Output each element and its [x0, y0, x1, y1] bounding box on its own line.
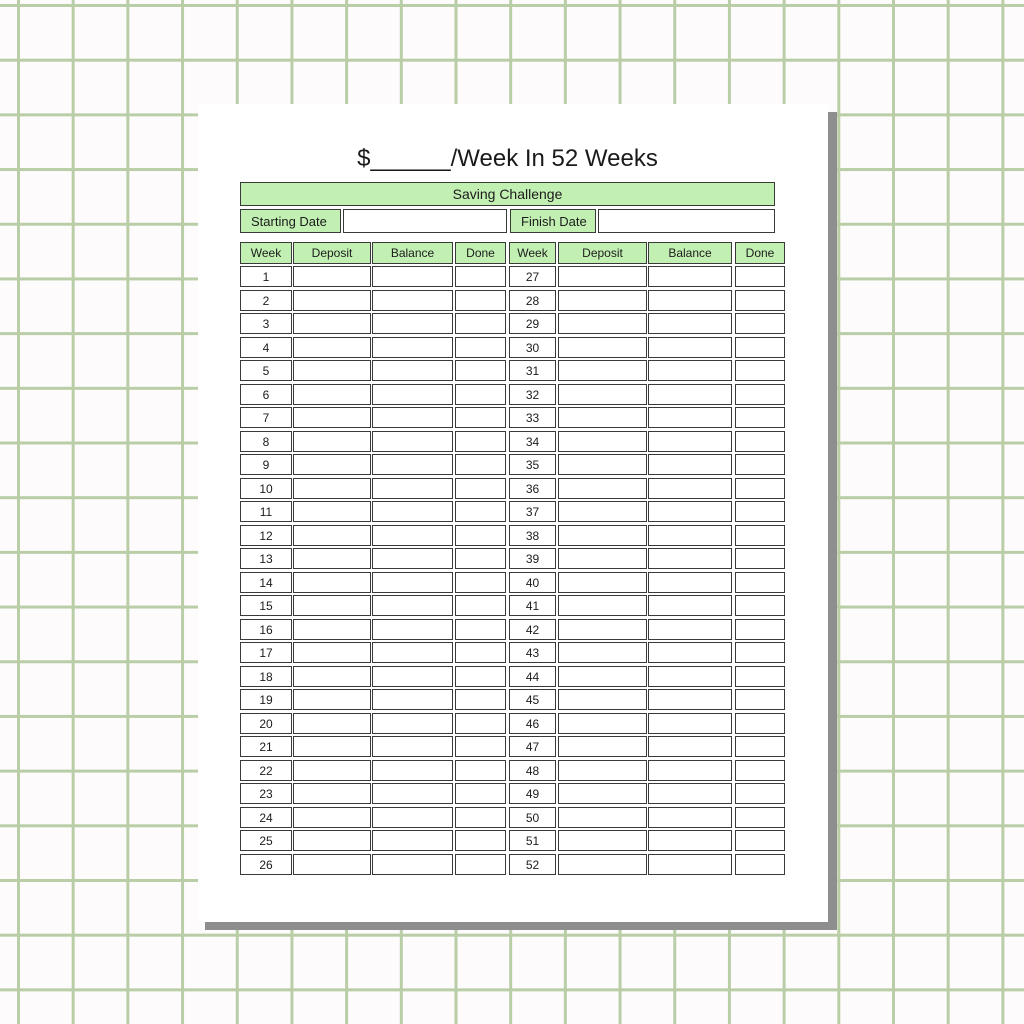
done-cell[interactable]: [455, 337, 506, 358]
done-cell[interactable]: [735, 454, 785, 475]
week-number: 22: [240, 760, 292, 781]
done-cell[interactable]: [455, 572, 506, 593]
balance-cell[interactable]: [372, 713, 453, 734]
done-cell[interactable]: [455, 548, 506, 569]
balance-cell[interactable]: [372, 525, 453, 546]
column-header-deposit: Deposit: [558, 242, 647, 264]
starting-date-field[interactable]: [343, 209, 507, 233]
balance-cell[interactable]: [648, 431, 732, 452]
week-number: 26: [240, 854, 292, 875]
column-header-deposit: Deposit: [293, 242, 371, 264]
deposit-cell[interactable]: [293, 713, 371, 734]
column-header-week: Week: [240, 242, 292, 264]
deposit-cell[interactable]: [558, 666, 647, 687]
week-number: 15: [240, 595, 292, 616]
balance-cell[interactable]: [372, 736, 453, 757]
balance-cell[interactable]: [372, 854, 453, 875]
done-cell[interactable]: [735, 619, 785, 640]
deposit-cell[interactable]: [558, 454, 647, 475]
week-number: 14: [240, 572, 292, 593]
done-cell[interactable]: [735, 525, 785, 546]
balance-cell[interactable]: [372, 595, 453, 616]
deposit-cell[interactable]: [558, 595, 647, 616]
deposit-cell[interactable]: [293, 595, 371, 616]
done-cell[interactable]: [455, 595, 506, 616]
deposit-cell[interactable]: [293, 807, 371, 828]
balance-cell[interactable]: [372, 313, 453, 334]
done-cell[interactable]: [455, 713, 506, 734]
deposit-cell[interactable]: [558, 713, 647, 734]
deposit-cell[interactable]: [293, 431, 371, 452]
deposit-cell[interactable]: [558, 736, 647, 757]
balance-cell[interactable]: [648, 525, 732, 546]
week-number: 2: [240, 290, 292, 311]
balance-cell[interactable]: [372, 290, 453, 311]
balance-cell[interactable]: [648, 360, 732, 381]
deposit-cell[interactable]: [558, 407, 647, 428]
deposit-cell[interactable]: [558, 854, 647, 875]
week-number: 29: [509, 313, 556, 334]
balance-cell[interactable]: [648, 478, 732, 499]
balance-cell[interactable]: [648, 407, 732, 428]
balance-cell[interactable]: [648, 619, 732, 640]
week-number: 39: [509, 548, 556, 569]
done-cell[interactable]: [455, 313, 506, 334]
deposit-cell[interactable]: [293, 689, 371, 710]
done-cell[interactable]: [455, 807, 506, 828]
done-cell[interactable]: [735, 407, 785, 428]
done-cell[interactable]: [735, 642, 785, 663]
balance-cell[interactable]: [372, 454, 453, 475]
done-cell[interactable]: [455, 454, 506, 475]
week-number: 6: [240, 384, 292, 405]
done-cell[interactable]: [735, 854, 785, 875]
done-cell[interactable]: [735, 783, 785, 804]
done-cell[interactable]: [735, 807, 785, 828]
week-number: 48: [509, 760, 556, 781]
week-number: 5: [240, 360, 292, 381]
done-cell[interactable]: [455, 736, 506, 757]
done-cell[interactable]: [455, 431, 506, 452]
balance-cell[interactable]: [372, 807, 453, 828]
deposit-cell[interactable]: [293, 760, 371, 781]
balance-cell[interactable]: [648, 337, 732, 358]
deposit-cell[interactable]: [293, 360, 371, 381]
deposit-cell[interactable]: [293, 619, 371, 640]
deposit-cell[interactable]: [558, 313, 647, 334]
balance-cell[interactable]: [372, 642, 453, 663]
balance-cell[interactable]: [648, 313, 732, 334]
done-cell[interactable]: [455, 783, 506, 804]
done-cell[interactable]: [735, 313, 785, 334]
week-number: 45: [509, 689, 556, 710]
deposit-cell[interactable]: [558, 431, 647, 452]
deposit-cell[interactable]: [558, 360, 647, 381]
week-number: 18: [240, 666, 292, 687]
balance-cell[interactable]: [648, 760, 732, 781]
balance-cell[interactable]: [372, 548, 453, 569]
balance-cell[interactable]: [372, 360, 453, 381]
deposit-cell[interactable]: [293, 783, 371, 804]
week-number: 28: [509, 290, 556, 311]
done-cell[interactable]: [455, 689, 506, 710]
week-number: 27: [509, 266, 556, 287]
finish-date-label: Finish Date: [510, 209, 596, 233]
deposit-cell[interactable]: [293, 337, 371, 358]
week-number: 47: [509, 736, 556, 757]
week-number: 32: [509, 384, 556, 405]
balance-cell[interactable]: [372, 783, 453, 804]
week-number: 43: [509, 642, 556, 663]
week-number: 40: [509, 572, 556, 593]
deposit-cell[interactable]: [558, 689, 647, 710]
column-header-balance: Balance: [372, 242, 453, 264]
page-title: $______/Week In 52 Weeks: [357, 145, 658, 172]
deposit-cell[interactable]: [558, 548, 647, 569]
week-number: 41: [509, 595, 556, 616]
balance-cell[interactable]: [372, 760, 453, 781]
week-number: 8: [240, 431, 292, 452]
deposit-cell[interactable]: [558, 807, 647, 828]
done-cell[interactable]: [735, 501, 785, 522]
week-number: 33: [509, 407, 556, 428]
deposit-cell[interactable]: [293, 384, 371, 405]
done-cell[interactable]: [735, 736, 785, 757]
deposit-cell[interactable]: [558, 290, 647, 311]
deposit-cell[interactable]: [558, 266, 647, 287]
week-number: 30: [509, 337, 556, 358]
balance-cell[interactable]: [648, 807, 732, 828]
week-number: 46: [509, 713, 556, 734]
finish-date-field[interactable]: [598, 209, 775, 233]
balance-cell[interactable]: [648, 384, 732, 405]
column-header-balance: Balance: [648, 242, 732, 264]
done-cell[interactable]: [735, 572, 785, 593]
week-number: 21: [240, 736, 292, 757]
balance-cell[interactable]: [372, 689, 453, 710]
deposit-cell[interactable]: [293, 313, 371, 334]
balance-cell[interactable]: [372, 830, 453, 851]
done-cell[interactable]: [455, 525, 506, 546]
balance-cell[interactable]: [648, 736, 732, 757]
column-header-done: Done: [455, 242, 506, 264]
done-cell[interactable]: [455, 642, 506, 663]
deposit-cell[interactable]: [293, 407, 371, 428]
balance-cell[interactable]: [648, 595, 732, 616]
deposit-cell[interactable]: [558, 783, 647, 804]
deposit-cell[interactable]: [293, 501, 371, 522]
deposit-cell[interactable]: [558, 525, 647, 546]
done-cell[interactable]: [455, 360, 506, 381]
deposit-cell[interactable]: [558, 337, 647, 358]
done-cell[interactable]: [455, 478, 506, 499]
week-number: 31: [509, 360, 556, 381]
balance-cell[interactable]: [372, 266, 453, 287]
balance-cell[interactable]: [372, 337, 453, 358]
balance-cell[interactable]: [372, 407, 453, 428]
done-cell[interactable]: [735, 360, 785, 381]
deposit-cell[interactable]: [293, 854, 371, 875]
week-number: 9: [240, 454, 292, 475]
week-number: 52: [509, 854, 556, 875]
done-cell[interactable]: [735, 290, 785, 311]
deposit-cell[interactable]: [558, 619, 647, 640]
balance-cell[interactable]: [648, 783, 732, 804]
balance-cell[interactable]: [648, 854, 732, 875]
week-number: 12: [240, 525, 292, 546]
deposit-cell[interactable]: [293, 478, 371, 499]
balance-cell[interactable]: [648, 713, 732, 734]
done-cell[interactable]: [735, 760, 785, 781]
balance-cell[interactable]: [372, 384, 453, 405]
deposit-cell[interactable]: [293, 666, 371, 687]
done-cell[interactable]: [735, 666, 785, 687]
balance-cell[interactable]: [648, 548, 732, 569]
deposit-cell[interactable]: [293, 830, 371, 851]
deposit-cell[interactable]: [558, 760, 647, 781]
deposit-cell[interactable]: [558, 830, 647, 851]
column-header-week: Week: [509, 242, 556, 264]
deposit-cell[interactable]: [558, 572, 647, 593]
week-number: 7: [240, 407, 292, 428]
deposit-cell[interactable]: [558, 642, 647, 663]
deposit-cell[interactable]: [558, 478, 647, 499]
balance-cell[interactable]: [372, 619, 453, 640]
week-number: 38: [509, 525, 556, 546]
balance-cell[interactable]: [648, 266, 732, 287]
done-cell[interactable]: [455, 760, 506, 781]
week-number: 20: [240, 713, 292, 734]
week-number: 11: [240, 501, 292, 522]
week-number: 25: [240, 830, 292, 851]
done-cell[interactable]: [455, 666, 506, 687]
week-number: 35: [509, 454, 556, 475]
balance-cell[interactable]: [648, 501, 732, 522]
balance-cell[interactable]: [372, 501, 453, 522]
balance-cell[interactable]: [372, 478, 453, 499]
done-cell[interactable]: [735, 689, 785, 710]
done-cell[interactable]: [455, 384, 506, 405]
deposit-cell[interactable]: [293, 572, 371, 593]
week-number: 36: [509, 478, 556, 499]
done-cell[interactable]: [455, 407, 506, 428]
deposit-cell[interactable]: [293, 290, 371, 311]
deposit-cell[interactable]: [293, 454, 371, 475]
week-number: 42: [509, 619, 556, 640]
deposit-cell[interactable]: [293, 548, 371, 569]
week-number: 16: [240, 619, 292, 640]
week-number: 1: [240, 266, 292, 287]
done-cell[interactable]: [735, 595, 785, 616]
done-cell[interactable]: [735, 548, 785, 569]
week-number: 13: [240, 548, 292, 569]
week-number: 24: [240, 807, 292, 828]
saving-challenge-banner: Saving Challenge: [240, 182, 775, 206]
balance-cell[interactable]: [372, 431, 453, 452]
week-number: 37: [509, 501, 556, 522]
balance-cell[interactable]: [372, 666, 453, 687]
deposit-cell[interactable]: [293, 736, 371, 757]
done-cell[interactable]: [735, 431, 785, 452]
week-number: 4: [240, 337, 292, 358]
done-cell[interactable]: [735, 266, 785, 287]
done-cell[interactable]: [735, 384, 785, 405]
balance-cell[interactable]: [648, 572, 732, 593]
done-cell[interactable]: [455, 501, 506, 522]
balance-cell[interactable]: [648, 454, 732, 475]
done-cell[interactable]: [455, 266, 506, 287]
balance-cell[interactable]: [648, 290, 732, 311]
week-number: 10: [240, 478, 292, 499]
balance-cell[interactable]: [648, 830, 732, 851]
deposit-cell[interactable]: [293, 642, 371, 663]
week-number: 34: [509, 431, 556, 452]
done-cell[interactable]: [735, 713, 785, 734]
balance-cell[interactable]: [648, 689, 732, 710]
done-cell[interactable]: [735, 830, 785, 851]
week-number: 50: [509, 807, 556, 828]
deposit-cell[interactable]: [558, 501, 647, 522]
done-cell[interactable]: [735, 478, 785, 499]
deposit-cell[interactable]: [293, 525, 371, 546]
column-header-done: Done: [735, 242, 785, 264]
starting-date-label: Starting Date: [240, 209, 341, 233]
week-number: 17: [240, 642, 292, 663]
week-number: 44: [509, 666, 556, 687]
week-number: 51: [509, 830, 556, 851]
done-cell[interactable]: [735, 337, 785, 358]
done-cell[interactable]: [455, 619, 506, 640]
done-cell[interactable]: [455, 830, 506, 851]
balance-cell[interactable]: [648, 666, 732, 687]
week-number: 49: [509, 783, 556, 804]
balance-cell[interactable]: [648, 642, 732, 663]
week-number: 3: [240, 313, 292, 334]
done-cell[interactable]: [455, 290, 506, 311]
balance-cell[interactable]: [372, 572, 453, 593]
deposit-cell[interactable]: [293, 266, 371, 287]
week-number: 23: [240, 783, 292, 804]
week-number: 19: [240, 689, 292, 710]
deposit-cell[interactable]: [558, 384, 647, 405]
done-cell[interactable]: [455, 854, 506, 875]
